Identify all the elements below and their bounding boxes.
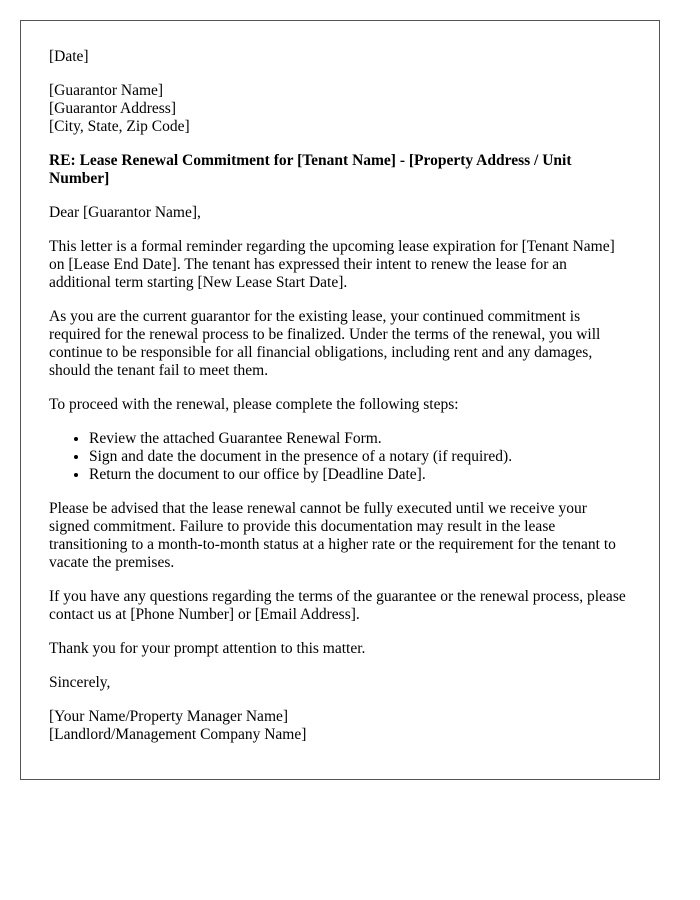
letter-page [20, 20, 660, 780]
recipient-address: [Guarantor Address] [49, 100, 176, 117]
body-paragraph-commitment: As you are the current guarantor for the existing lease, your continued commitment is required for the renewal process to be finalized. Under the terms of the renewal, you will continue to be responsible for all financial obligations, including rent and any damages, should the tenant fail to meet them. [49, 308, 601, 379]
body-paragraph-advisory: Please be advised that the lease renewal cannot be fully executed until we receive your signed commitment. Failure to provide this documentation may result in the lease transitioning to a month-to-month status at a higher rate or the requirement for the tenant to vacate the premises. [49, 500, 616, 571]
step-item-review: • Review the attached Guarantee Renewal Form. [89, 430, 631, 448]
body-paragraph-contact: If you have any questions regarding the terms of the guarantee or the renewal process, please contact us at [Phone Number] or [Email Address]. [49, 588, 626, 623]
date-line [49, 48, 631, 66]
closing: Sincerely, [49, 674, 111, 691]
body-paragraph-intro: This letter is a formal reminder regarding the upcoming lease expiration for [Tenant Name] on [Lease End Date]. The tenant has expressed their intent to renew the lease for an additional term starting [New Lease Start Date]. [49, 238, 615, 291]
signature-name: [Your Name/Property Manager Name] [49, 708, 289, 725]
recipient-address-block [49, 82, 631, 136]
signature-block [49, 708, 631, 744]
body-paragraph-steps-intro: To proceed with the renewal, please complete the following steps: [49, 396, 459, 413]
step-item-return: • Return the document to our office by [Deadline Date]. [89, 466, 631, 484]
body-paragraph-thanks: Thank you for your prompt attention to this matter. [49, 640, 366, 657]
steps-list [49, 430, 631, 484]
step-item-sign: • Sign and date the document in the presence of a notary (if required). [89, 448, 631, 466]
subject-line: RE: Lease Renewal Commitment for [Tenant Name] - [Property Address / Unit Number] [49, 152, 572, 187]
salutation: Dear [Guarantor Name], [49, 204, 201, 221]
letter-date: [Date] [49, 48, 89, 65]
recipient-city-state-zip: [City, State, Zip Code] [49, 118, 190, 135]
signature-company: [Landlord/Management Company Name] [49, 726, 307, 743]
recipient-name: [Guarantor Name] [49, 82, 164, 99]
